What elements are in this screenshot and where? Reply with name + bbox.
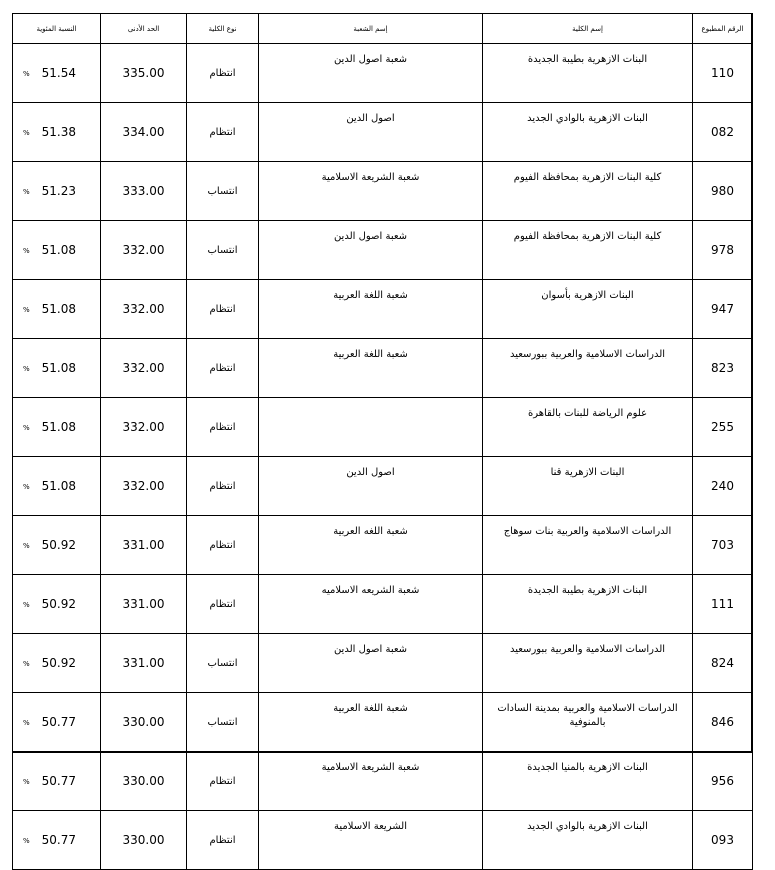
cell-college: كلية البنات الازهرية بمحافظة الفيوم [483,221,693,280]
cell-min: 330.00 [101,811,187,870]
cell-percent [13,398,101,457]
cell-percent [13,752,101,811]
percent-value: 50.92 [41,538,76,552]
results-table [12,13,753,870]
cell-type: انتظام [187,44,259,103]
cell-code: 703 [693,516,753,575]
cell-min: 330.00 [101,752,187,811]
percent-value: 51.08 [41,479,76,493]
percent-value: 51.38 [41,125,76,139]
percent-symbol: % [23,482,30,491]
cell-division [259,398,483,457]
cell-percent [13,693,101,752]
cell-type: انتظام [187,398,259,457]
cell-division: شعبة اصول الدين [259,44,483,103]
percent-value: 51.23 [41,184,76,198]
percent-value: 51.08 [41,420,76,434]
cell-code: 947 [693,280,753,339]
cell-type: انتظام [187,103,259,162]
cell-college: علوم الرياضة للبنات بالقاهرة [483,398,693,457]
cell-type: انتساب [187,221,259,280]
percent-symbol: % [23,541,30,550]
cell-division: شعبة اللغه العربية [259,516,483,575]
table-row [13,752,753,811]
cell-code: 255 [693,398,753,457]
results-table-frame [12,13,752,847]
cell-college: البنات الازهرية بطيبة الجديدة [483,44,693,103]
cell-percent [13,280,101,339]
percent-symbol: % [23,423,30,432]
percent-value: 51.08 [41,243,76,257]
cell-type: انتظام [187,575,259,634]
percent-value: 51.54 [41,66,76,80]
percent-symbol: % [23,69,30,78]
cell-division: شعبة اللغة العربية [259,280,483,339]
table-row [13,457,753,516]
cell-code: 846 [693,693,753,752]
cell-code: 956 [693,752,753,811]
cell-type: انتساب [187,634,259,693]
cell-college: البنات الازهرية بالوادي الجديد [483,103,693,162]
cell-code: 978 [693,221,753,280]
cell-college: البنات الازهرية قنا [483,457,693,516]
cell-college: البنات الازهرية بالمنيا الجديدة [483,752,693,811]
table-row [13,221,753,280]
cell-division: شعبة الشريعة الاسلامية [259,162,483,221]
cell-code: 111 [693,575,753,634]
table-row [13,103,753,162]
cell-min: 333.00 [101,162,187,221]
cell-code: 082 [693,103,753,162]
header-code: الرقم المطبوع [693,14,753,44]
percent-value: 50.77 [41,833,76,847]
cell-min: 331.00 [101,516,187,575]
table-row [13,398,753,457]
header-division: إسم الشعبة [259,14,483,44]
cell-min: 332.00 [101,398,187,457]
cell-min: 332.00 [101,280,187,339]
cell-division: اصول الدين [259,457,483,516]
cell-code: 093 [693,811,753,870]
percent-value: 50.77 [41,774,76,788]
cell-code: 240 [693,457,753,516]
percent-symbol: % [23,246,30,255]
cell-percent [13,634,101,693]
percent-symbol: % [23,128,30,137]
table-row [13,162,753,221]
cell-type: انتظام [187,516,259,575]
cell-type: انتظام [187,457,259,516]
cell-percent [13,103,101,162]
cell-division: شعبة الشريعة الاسلامية [259,752,483,811]
table-row [13,634,753,693]
table-row [13,339,753,398]
header-min: الحد الأدنى [101,14,187,44]
cell-division: شعبة الشريعه الاسلاميه [259,575,483,634]
table-row [13,693,753,752]
percent-symbol: % [23,777,30,786]
cell-division: شعبة اصول الدين [259,221,483,280]
cell-college: الدراسات الاسلامية والعربية ببورسعيد [483,339,693,398]
table-row [13,575,753,634]
cell-college: البنات الازهرية بطيبة الجديدة [483,575,693,634]
percent-value: 51.08 [41,302,76,316]
cell-code: 823 [693,339,753,398]
cell-percent [13,457,101,516]
percent-symbol: % [23,659,30,668]
cell-code: 110 [693,44,753,103]
percent-value: 50.92 [41,656,76,670]
cell-percent [13,811,101,870]
cell-percent [13,575,101,634]
percent-symbol: % [23,364,30,373]
cell-division: اصول الدين [259,103,483,162]
cell-division: شعبة اللغة العربية [259,339,483,398]
header-type: نوع الكلية [187,14,259,44]
table-header-row [13,14,753,44]
percent-value: 50.77 [41,715,76,729]
cell-type: انتظام [187,280,259,339]
cell-min: 334.00 [101,103,187,162]
header-college: إسم الكلية [483,14,693,44]
cell-percent [13,162,101,221]
cell-type: انتظام [187,752,259,811]
cell-min: 332.00 [101,221,187,280]
header-percent: النسبة المئوية [13,14,101,44]
percent-value: 51.08 [41,361,76,375]
percent-symbol: % [23,305,30,314]
cell-division: شعبة اللغة العربية [259,693,483,752]
cell-percent [13,339,101,398]
percent-symbol: % [23,718,30,727]
cell-college: الدراسات الاسلامية والعربية بمدينة السادات بالمنوفية [483,693,693,752]
cell-type: انتظام [187,339,259,398]
cell-percent [13,516,101,575]
cell-college: كلية البنات الازهرية بمحافظة الفيوم [483,162,693,221]
cell-type: انتساب [187,693,259,752]
table-row [13,44,753,103]
cell-division: شعبة اصول الدين [259,634,483,693]
cell-college: الدراسات الاسلامية والعربية بنات سوهاج [483,516,693,575]
cell-college: البنات الازهرية بالوادي الجديد [483,811,693,870]
cell-percent [13,221,101,280]
cell-min: 332.00 [101,457,187,516]
cell-min: 335.00 [101,44,187,103]
table-row [13,811,753,870]
cell-college: البنات الازهرية بأسوان [483,280,693,339]
table-row [13,280,753,339]
cell-min: 332.00 [101,339,187,398]
percent-symbol: % [23,836,30,845]
cell-code: 980 [693,162,753,221]
cell-min: 331.00 [101,575,187,634]
table-row [13,516,753,575]
cell-percent [13,44,101,103]
percent-symbol: % [23,187,30,196]
cell-min: 331.00 [101,634,187,693]
table-body [13,44,753,870]
percent-value: 50.92 [41,597,76,611]
cell-division: الشريعة الاسلامية [259,811,483,870]
cell-college: الدراسات الاسلامية والعربية ببورسعيد [483,634,693,693]
percent-symbol: % [23,600,30,609]
cell-code: 824 [693,634,753,693]
cell-type: انتظام [187,811,259,870]
cell-type: انتساب [187,162,259,221]
cell-min: 330.00 [101,693,187,752]
